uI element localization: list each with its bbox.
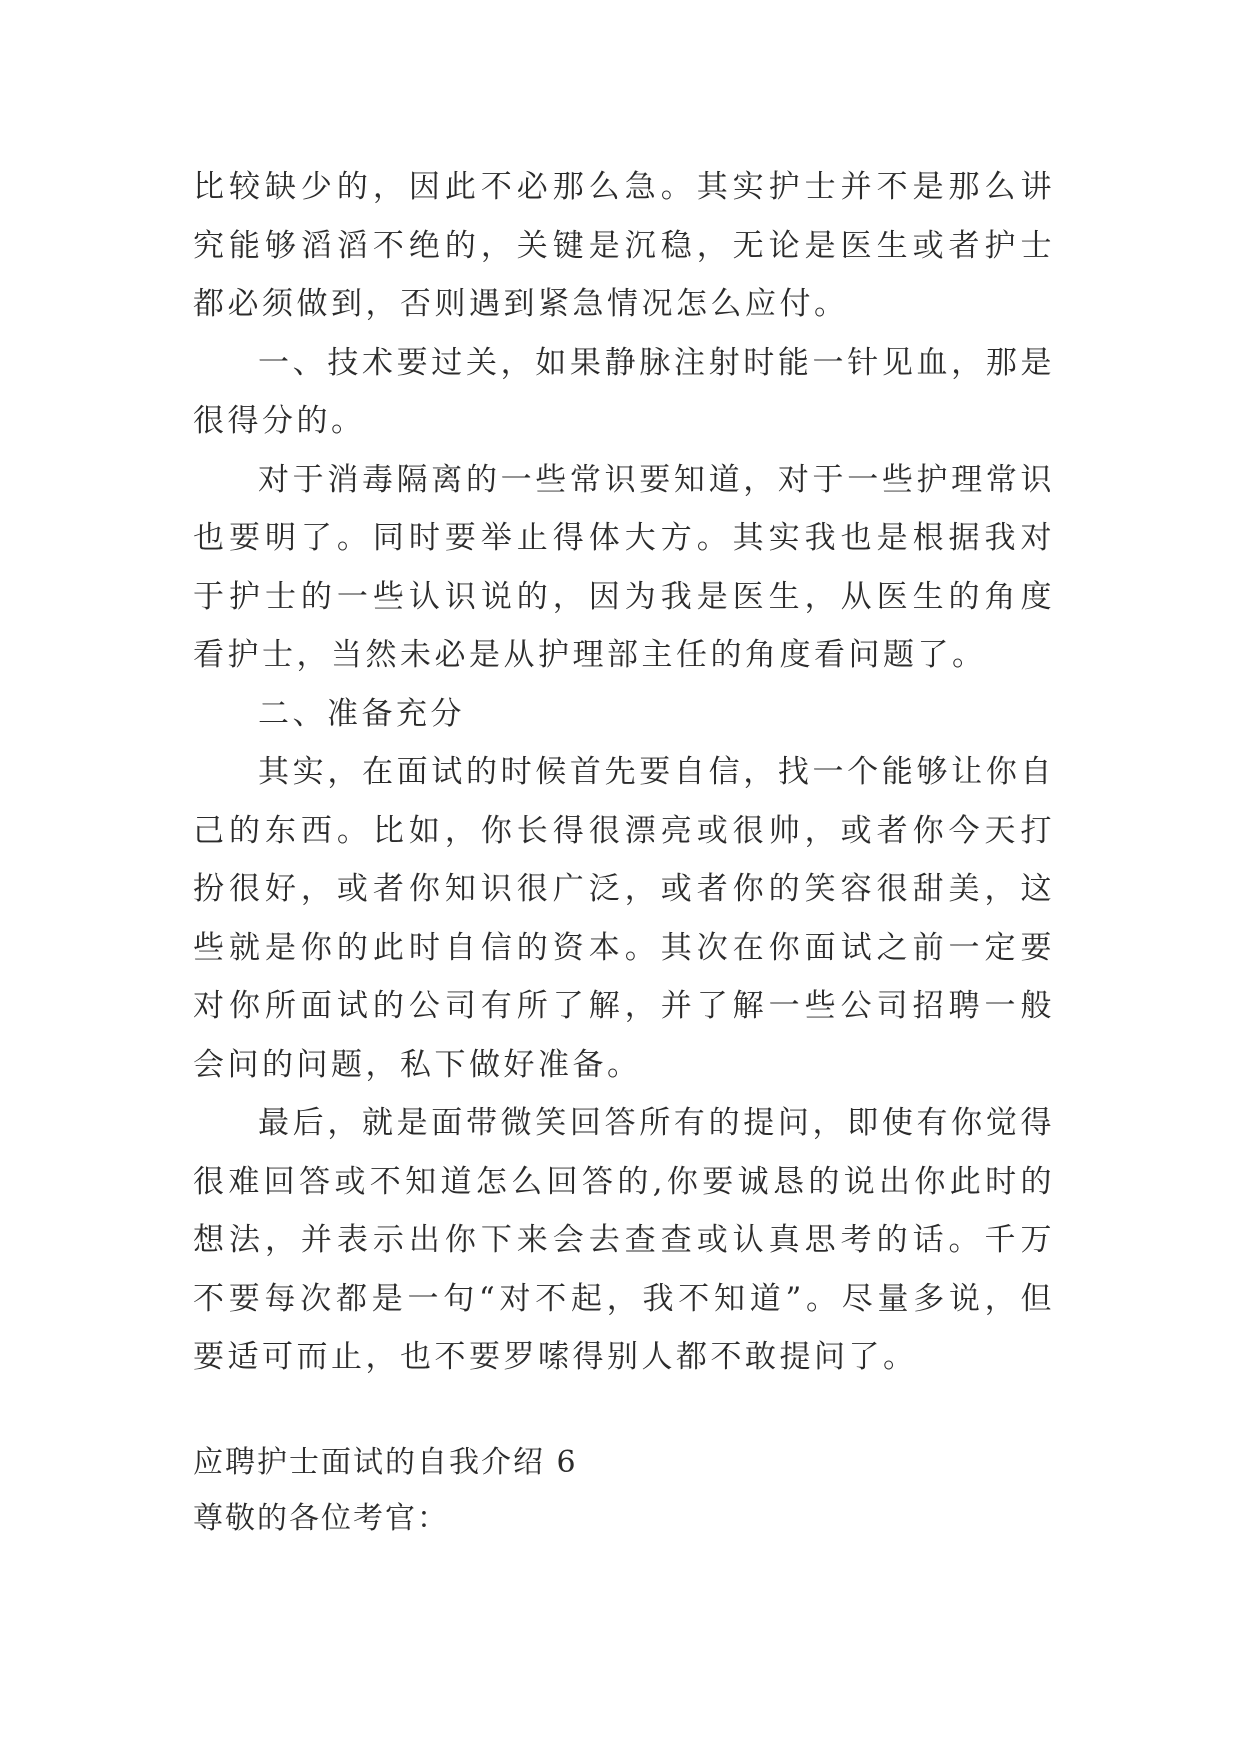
paragraph: 比较缺少的，因此不必那么急。其实护士并不是那么讲究能够滔滔不绝的，关键是沉稳，无论是医生或者护士都必须做到，否则遇到紧急情况怎么应付。 bbox=[193, 169, 1055, 322]
document-body bbox=[193, 158, 1055, 1387]
paragraph: 其实，在面试的时候首先要自信，找一个能够让你自己的东西。比如，你长得很漂亮或很帅，或者你今天打扮很好，或者你知识很广泛，或者你的笑容很甜美，这些就是你的此时自信的资本。其次在你面试之前一定要对你所面试的公司有所了解，并了解一些公司招聘一般会问的问题，私下做好准备。 bbox=[193, 754, 1055, 1083]
paragraph: 一、技术要过关，如果静脉注射时能一针见血，那是很得分的。 bbox=[193, 344, 1055, 439]
salutation: 尊敬的各位考官： bbox=[193, 1501, 449, 1536]
paragraph: 二、准备充分 bbox=[258, 695, 465, 732]
paragraph: 对于消毒隔离的一些常识要知道，对于一些护理常识也要明了。同时要举止得体大方。其实我也是根据我对于护士的一些认识说的，因为我是医生，从医生的角度看护士，当然未必是从护理部主任的角度看问题了。 bbox=[193, 461, 1055, 673]
section-heading-block bbox=[193, 1435, 1055, 1547]
section-title: 应聘护士面试的自我介绍 6 bbox=[193, 1445, 578, 1480]
paragraph: 最后，就是面带微笑回答所有的提问，即使有你觉得很难回答或不知道怎么回答的,你要诚恳的说出你此时的想法，并表示出你下来会去查查或认真思考的话。千万不要每次都是一句“对不起，我不知道”。尽量多说，但要适可而止，也不要罗嗦得别人都不敢提问了。 bbox=[193, 1105, 1055, 1375]
